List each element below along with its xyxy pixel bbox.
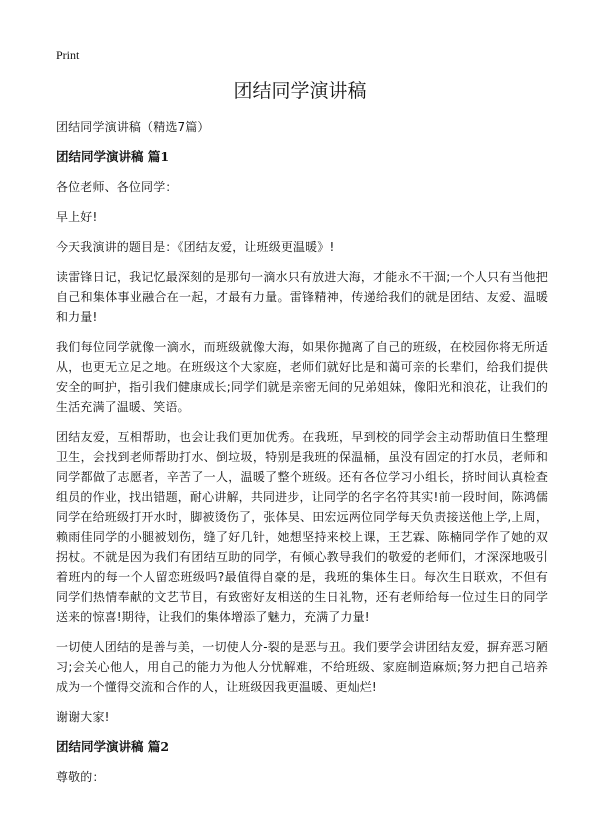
paragraph-closing: 谢谢大家! — [56, 710, 110, 724]
paragraph-body: 一切使人团结的是善与美，一切使人分-裂的是恶与丑。我们要学会讲团结友爱，摒弃恶习陋习;会关心他人，用自己的能力为他人分忧解难，不给班级、家庭制造麻烦;努力把自己培养成为一个懂得交流和合作的人，让班级因我更温暖、更灿烂! — [56, 640, 548, 694]
document-subtitle: 团结同学演讲稿（精选7篇） — [56, 120, 210, 134]
document-title: 团结同学演讲稿 — [233, 80, 367, 102]
document-body — [56, 117, 548, 797]
section-heading-2: 团结同学演讲稿 篇2 — [56, 739, 170, 754]
paragraph-salutation: 尊敬的： — [56, 770, 105, 784]
paragraph-good-morning: 早上好! — [56, 210, 98, 224]
paragraph-greeting: 各位老师、各位同学： — [56, 180, 178, 194]
paragraph-body: 我们每位同学就像一滴水，而班级就像大海，如果你抛离了自己的班级，在校园你将无所适从，也更无立足之地。在班级这个大家庭，老师们就好比是和蔼可亲的长辈们，给我们提供安全的呵护，指引我们健康成长;同学们就是亲密无间的兄弟姐妹，像阳光和浪花，让我们的生活充满了温暖、笑语。 — [56, 340, 548, 414]
paragraph-speech-topic: 今天我演讲的题目是：《团结友爱，让班级更温暖》! — [56, 240, 335, 254]
paragraph-body: 团结友爱，互相帮助，也会让我们更加优秀。在我班，早到校的同学会主动帮助值日生整理卫生，会找到老师帮助打水、倒垃圾，特别是我班的保温桶，虽没有固定的打水员，老师和同学都做了志愿者，辛苦了一人，温暖了整个班级。还有各位学习小组长，挤时间认真检查组员的作业，找出错题，耐心讲解，共同进步，让同学的名字名符其实!前一段时间，陈鸿儒同学在给班级打开水时，脚被烫伤了，张体昊、田宏远两位同学每天负责接送他上学,上周，赖雨佳同学的小腿被划伤，缝了好几针，她想坚持来校上课，王艺霖、陈楠同学作了她的双拐杖。不就是因为我们有团结互助的同学，有倾心教导我们的敬爱的老师们，才深深地吸引着班内的每一个人留恋班级吗?最值得自豪的是，我班的集体生日。每次生日联欢，不但有同学们热情奉献的文艺节目，有致密好友相送的生日礼物，还有老师给每一位过生日的同学送来的惊喜!期待，让我们的集体增添了魅力，充满了力量! — [56, 430, 548, 624]
paragraph-body: 读雷锋日记，我记忆最深刻的是那句一滴水只有放进大海，才能永不干涸;一个人只有当他把自己和集体事业融合在一起，才最有力量。雷锋精神，传递给我们的就是团结、友爱、温暖和力量! — [56, 270, 548, 324]
section-heading-1: 团结同学演讲稿 篇1 — [56, 149, 170, 164]
print-label: Print — [56, 48, 80, 62]
